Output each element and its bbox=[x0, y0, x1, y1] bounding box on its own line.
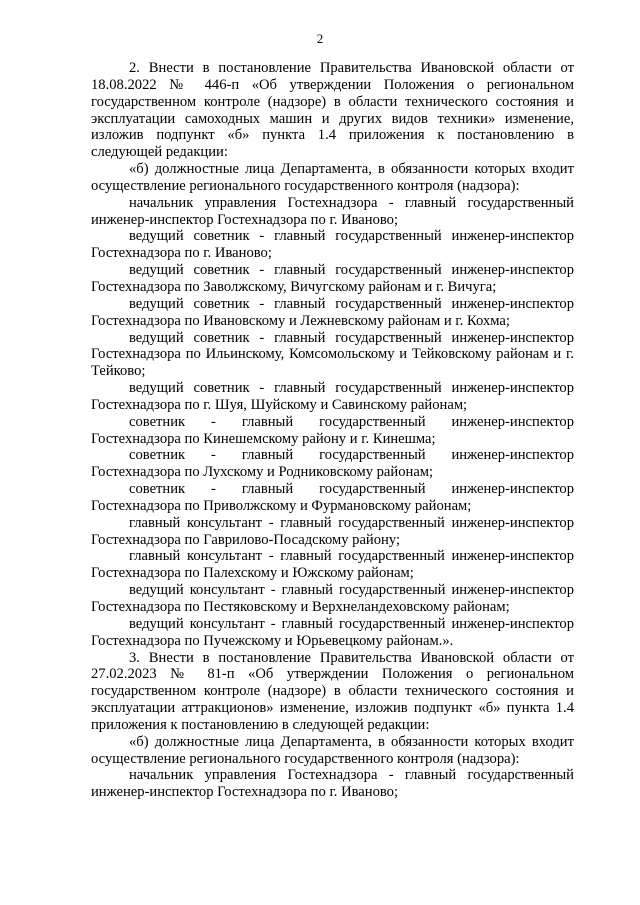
paragraph-official: главный консультант - главный государственный инженер-инспектор Гостехнадзора по Гаврилово-Посадскому району; bbox=[91, 514, 574, 548]
paragraph-official: советник - главный государственный инженер-инспектор Гостехнадзора по Кинешемскому району и г. Кинешма; bbox=[91, 413, 574, 447]
paragraph-official: ведущий консультант - главный государственный инженер-инспектор Гостехнадзора по Пучежскому и Юрьевецкому районам.». bbox=[91, 615, 574, 649]
paragraph-official: ведущий консультант - главный государственный инженер-инспектор Гостехнадзора по Пестяковскому и Верхнеландеховскому районам; bbox=[91, 582, 574, 615]
paragraph-official: советник - главный государственный инженер-инспектор Гостехнадзора по Приволжскому и Фурмановскому районам; bbox=[91, 481, 574, 514]
paragraph-official: ведущий советник - главный государственный инженер-инспектор Гостехнадзора по Ильинскому, Комсомольскому и Тейковскому районам и г. Тейково; bbox=[91, 329, 574, 380]
paragraph-official: ведущий советник - главный государственный инженер-инспектор Гостехнадзора по г. Шуя, Шуйскому и Савинскому районам; bbox=[91, 380, 574, 413]
paragraph-item-2: 2. Внести в постановление Правительства Ивановской области от 18.08.2022 № 446-п «Об утверждении Положения о региональном государственном контроле (надзоре) в области технического состояния и эксплуатации самоходных машин и других видов техники» изменение, изложив подпункт «б» пункта 1.4 приложения к постановлению в следующей редакции: bbox=[91, 60, 574, 161]
paragraph-official: советник - главный государственный инженер-инспектор Гостехнадзора по Лухскому и Родниковскому районам; bbox=[91, 447, 574, 481]
paragraph-officials-intro: «б) должностные лица Департамента, в обязанности которых входит осуществление регионального государственного контроля (надзора): bbox=[91, 733, 574, 767]
paragraph-official: начальник управления Гостехнадзора - главный государственный инженер-инспектор Гостехнадзора по г. Иваново; bbox=[91, 767, 574, 801]
document-body bbox=[91, 60, 574, 801]
page-number: 2 bbox=[316, 31, 324, 46]
paragraph-official: ведущий советник - главный государственный инженер-инспектор Гостехнадзора по Ивановскому и Лежневскому районам и г. Кохма; bbox=[91, 295, 574, 329]
paragraph-item-3: 3. Внести в постановление Правительства Ивановской области от 27.02.2023 № 81-п «Об утверждении Положения о региональном государственном контроле (надзоре) в области технического состояния и эксплуатации аттракционов» изменение, изложив подпункт «б» пункта 1.4 приложения к постановлению в следующей редакции: bbox=[91, 649, 574, 733]
paragraph-official: ведущий советник - главный государственный инженер-инспектор Гостехнадзора по Заволжскому, Вичугскому районам и г. Вичуга; bbox=[91, 262, 574, 295]
paragraph-official: начальник управления Гостехнадзора - главный государственный инженер-инспектор Гостехнадзора по г. Иваново; bbox=[91, 194, 574, 228]
paragraph-official: главный консультант - главный государственный инженер-инспектор Гостехнадзора по Палехскому и Южскому районам; bbox=[91, 548, 574, 582]
paragraph-official: ведущий советник - главный государственный инженер-инспектор Гостехнадзора по г. Иваново; bbox=[91, 228, 574, 262]
paragraph-officials-intro: «б) должностные лица Департамента, в обязанности которых входит осуществление регионального государственного контроля (надзора): bbox=[91, 161, 574, 194]
